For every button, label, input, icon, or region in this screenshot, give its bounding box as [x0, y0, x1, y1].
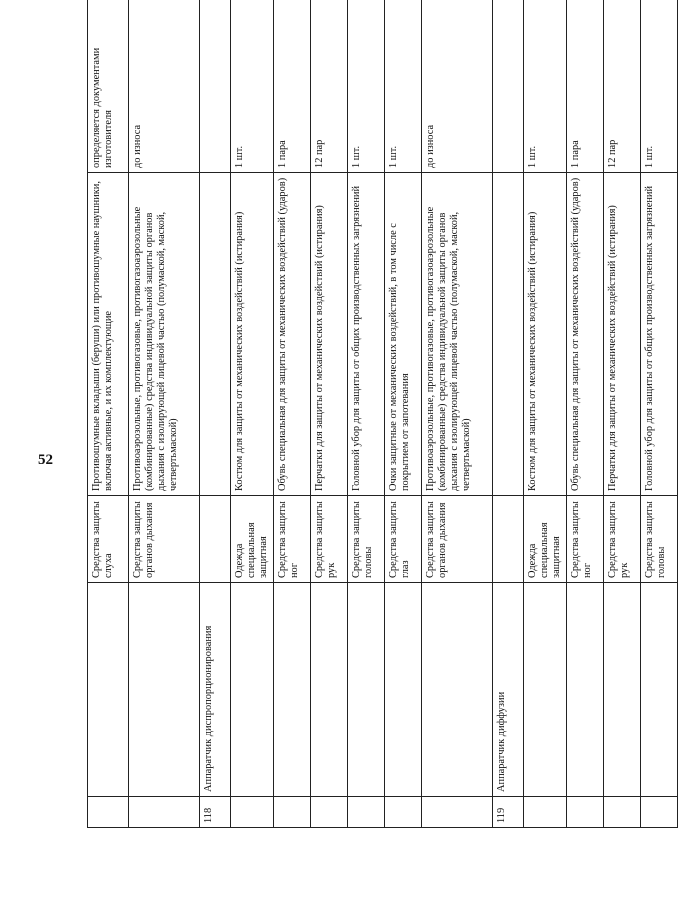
cell-profession — [231, 583, 274, 797]
cell-ppe-type: Средства защиты слуха — [88, 496, 129, 583]
cell-number — [604, 797, 641, 828]
ppe-norms-table — [87, 0, 678, 828]
cell-number — [129, 797, 200, 828]
cell-profession — [311, 583, 348, 797]
cell-profession — [567, 583, 604, 797]
cell-number — [88, 797, 129, 828]
cell-ppe-type — [200, 496, 231, 583]
cell-ppe-description: Противоаэрозольные, противогазовые, противогазоаэрозольные (комбинированные) средства индивидуальной защиты органов дыхания с изолирующей лицевой частью (полумаской, маской, четвертьмаской) — [129, 173, 200, 496]
cell-ppe-type: Средства защиты органов дыхания — [129, 496, 200, 583]
cell-ppe-description: Очки защитные от механических воздействий, в том числе с покрытием от запотевания — [385, 173, 422, 496]
cell-number — [274, 797, 311, 828]
table-row — [348, 0, 385, 828]
table-row — [567, 0, 604, 828]
cell-number — [231, 797, 274, 828]
cell-issue-norm: 1 шт. — [348, 0, 385, 173]
cell-ppe-type: Средства защиты головы — [641, 496, 678, 583]
cell-issue-norm: 1 шт. — [524, 0, 567, 173]
cell-number: 119 — [493, 797, 524, 828]
cell-profession: Аппаратчик диффузии — [493, 583, 524, 797]
cell-issue-norm: 1 шт. — [231, 0, 274, 173]
cell-number: 118 — [200, 797, 231, 828]
cell-profession — [604, 583, 641, 797]
cell-issue-norm: 12 пар — [311, 0, 348, 173]
cell-ppe-description — [493, 173, 524, 496]
cell-ppe-description: Головной убор для защиты от общих производственных загрязнений — [348, 173, 385, 496]
table-row — [641, 0, 678, 828]
cell-ppe-type — [493, 496, 524, 583]
rotated-table-container — [87, 0, 667, 828]
table-row — [274, 0, 311, 828]
cell-issue-norm: до износа — [129, 0, 200, 173]
cell-number — [385, 797, 422, 828]
cell-ppe-description: Перчатки для защиты от механических воздействий (истирания) — [311, 173, 348, 496]
cell-profession — [88, 583, 129, 797]
cell-ppe-type: Средства защиты глаз — [385, 496, 422, 583]
cell-ppe-type: Средства защиты головы — [348, 496, 385, 583]
table-row — [88, 0, 129, 828]
table-row — [385, 0, 422, 828]
cell-number — [641, 797, 678, 828]
cell-ppe-description: Противошумные вкладыши (беруши) или противошумные наушники, включая активные, и их комплектующие — [88, 173, 129, 496]
cell-number — [567, 797, 604, 828]
table-row — [231, 0, 274, 828]
cell-ppe-description: Костюм для защиты от механических воздействий (истирания) — [231, 173, 274, 496]
table-row — [200, 0, 231, 828]
cell-issue-norm: 1 пара — [567, 0, 604, 173]
table-row — [129, 0, 200, 828]
table-body — [88, 0, 678, 828]
cell-ppe-description: Обувь специальная для защиты от механических воздействий (ударов) — [274, 173, 311, 496]
cell-profession — [274, 583, 311, 797]
cell-number — [348, 797, 385, 828]
cell-ppe-type: Средства защиты рук — [604, 496, 641, 583]
cell-ppe-type: Одежда специальная защитная — [231, 496, 274, 583]
cell-ppe-description: Головной убор для защиты от общих производственных загрязнений — [641, 173, 678, 496]
cell-issue-norm: до износа — [422, 0, 493, 173]
cell-issue-norm: 12 пар — [604, 0, 641, 173]
cell-issue-norm — [493, 0, 524, 173]
cell-profession — [524, 583, 567, 797]
table-row — [311, 0, 348, 828]
cell-ppe-type: Средства защиты органов дыхания — [422, 496, 493, 583]
page-number: 52 — [38, 452, 53, 468]
cell-ppe-description: Противоаэрозольные, противогазовые, противогазоаэрозольные (комбинированные) средства индивидуальной защиты органов дыхания с изолирующей лицевой частью (полумаской, маской, четвертьмаской) — [422, 173, 493, 496]
cell-ppe-description: Костюм для защиты от механических воздействий (истирания) — [524, 173, 567, 496]
cell-profession — [348, 583, 385, 797]
cell-ppe-type: Средства защиты ног — [567, 496, 604, 583]
cell-issue-norm: 1 шт. — [641, 0, 678, 173]
table-row — [604, 0, 641, 828]
cell-profession — [422, 583, 493, 797]
cell-ppe-type: Одежда специальная защитная — [524, 496, 567, 583]
cell-profession — [385, 583, 422, 797]
cell-number — [422, 797, 493, 828]
cell-profession: Аппаратчик диспропорционирования — [200, 583, 231, 797]
cell-issue-norm — [200, 0, 231, 173]
table-row — [493, 0, 524, 828]
table-row — [524, 0, 567, 828]
cell-issue-norm: 1 пара — [274, 0, 311, 173]
table-row — [422, 0, 493, 828]
cell-ppe-description — [200, 173, 231, 496]
cell-ppe-description: Обувь специальная для защиты от механических воздействий (ударов) — [567, 173, 604, 496]
cell-number — [311, 797, 348, 828]
cell-profession — [641, 583, 678, 797]
cell-ppe-type: Средства защиты ног — [274, 496, 311, 583]
cell-ppe-description: Перчатки для защиты от механических воздействий (истирания) — [604, 173, 641, 496]
cell-profession — [129, 583, 200, 797]
cell-ppe-type: Средства защиты рук — [311, 496, 348, 583]
cell-number — [524, 797, 567, 828]
cell-issue-norm: 1 шт. — [385, 0, 422, 173]
cell-issue-norm: определяется документами изготовителя — [88, 0, 129, 173]
